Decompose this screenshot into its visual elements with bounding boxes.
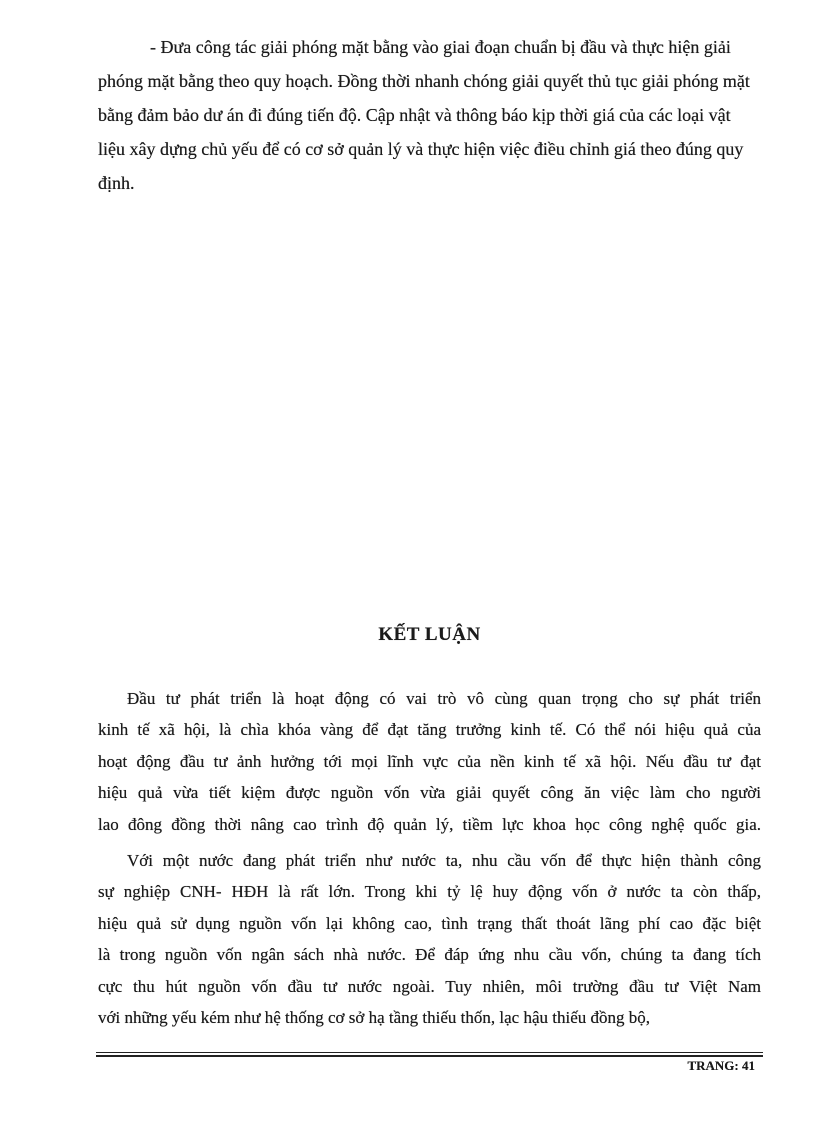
text-line: hiệu quả sử dụng nguồn vốn lại không cao, tình trạng thất thoát lãng phí cao đặc biệt [98,913,761,933]
text-line: là trong nguồn vốn ngân sách nhà nước. Để đáp ứng nhu cầu vốn, chúng ta đang tích [98,945,761,965]
text-line: cực thu hút nguồn vốn đầu tư nước ngoài. Tuy nhiên, môi trường đầu tư Việt Nam [98,976,761,996]
conclusion-heading: KẾT LUẬN [378,624,481,645]
text-line: Với một nước đang phát triển như nước ta, nhu cầu vốn để thực hiện thành công [127,851,761,870]
text-line: hoạt động đầu tư ảnh hưởng tới mọi lĩnh vực của nền kinh tế xã hội. Nếu đầu tư đạt [98,751,761,771]
text-line: bằng đảm bảo dư án đi đúng tiến độ. Cập nhật và thông báo kịp thời giá của các loại vật [98,105,731,125]
paragraph-conclusion-1 [98,683,761,840]
text-line: kinh tế xã hội, là chìa khóa vàng để đạt tăng trưởng kinh tế. Có thể nói hiệu quả của [98,720,761,740]
text-line: sự nghiệp CNH- HĐH là rất lớn. Trong khi tỷ lệ huy động vốn ở nước ta còn thấp, [98,882,761,902]
text-line: định. [98,173,135,193]
text-line: lao đông đồng thời nâng cao trình độ quản lý, tiềm lực khoa học công nghệ quốc gia. [98,814,761,834]
text-line: liệu xây dựng chủ yếu để có cơ sở quản lý và thực hiện việc điều chỉnh giá theo đúng quy [98,139,744,159]
text-line: với những yếu kém như hệ thống cơ sở hạ tầng thiếu thốn, lạc hậu thiếu đồng bộ, [98,1008,650,1028]
text-line: - Đưa công tác giải phóng mặt bằng vào giai đoạn chuẩn bị đầu và thực hiện giải [150,37,731,57]
footer-divider [96,1052,763,1057]
text-line: hiệu quả vừa tiết kiệm được nguồn vốn vừa giải quyết công ăn việc làm cho người [98,783,761,803]
paragraph-site-clearance [98,30,761,200]
paragraph-conclusion-2 [98,845,761,1033]
page-number-label: TRANG: 41 [687,1058,755,1073]
text-line: phóng mặt bằng theo quy hoạch. Đồng thời nhanh chóng giải quyết thủ tục giải phóng mặt [98,71,750,91]
text-line: Đầu tư phát triển là hoạt động có vai trò vô cùng quan trọng cho sự phát triển [127,689,761,708]
